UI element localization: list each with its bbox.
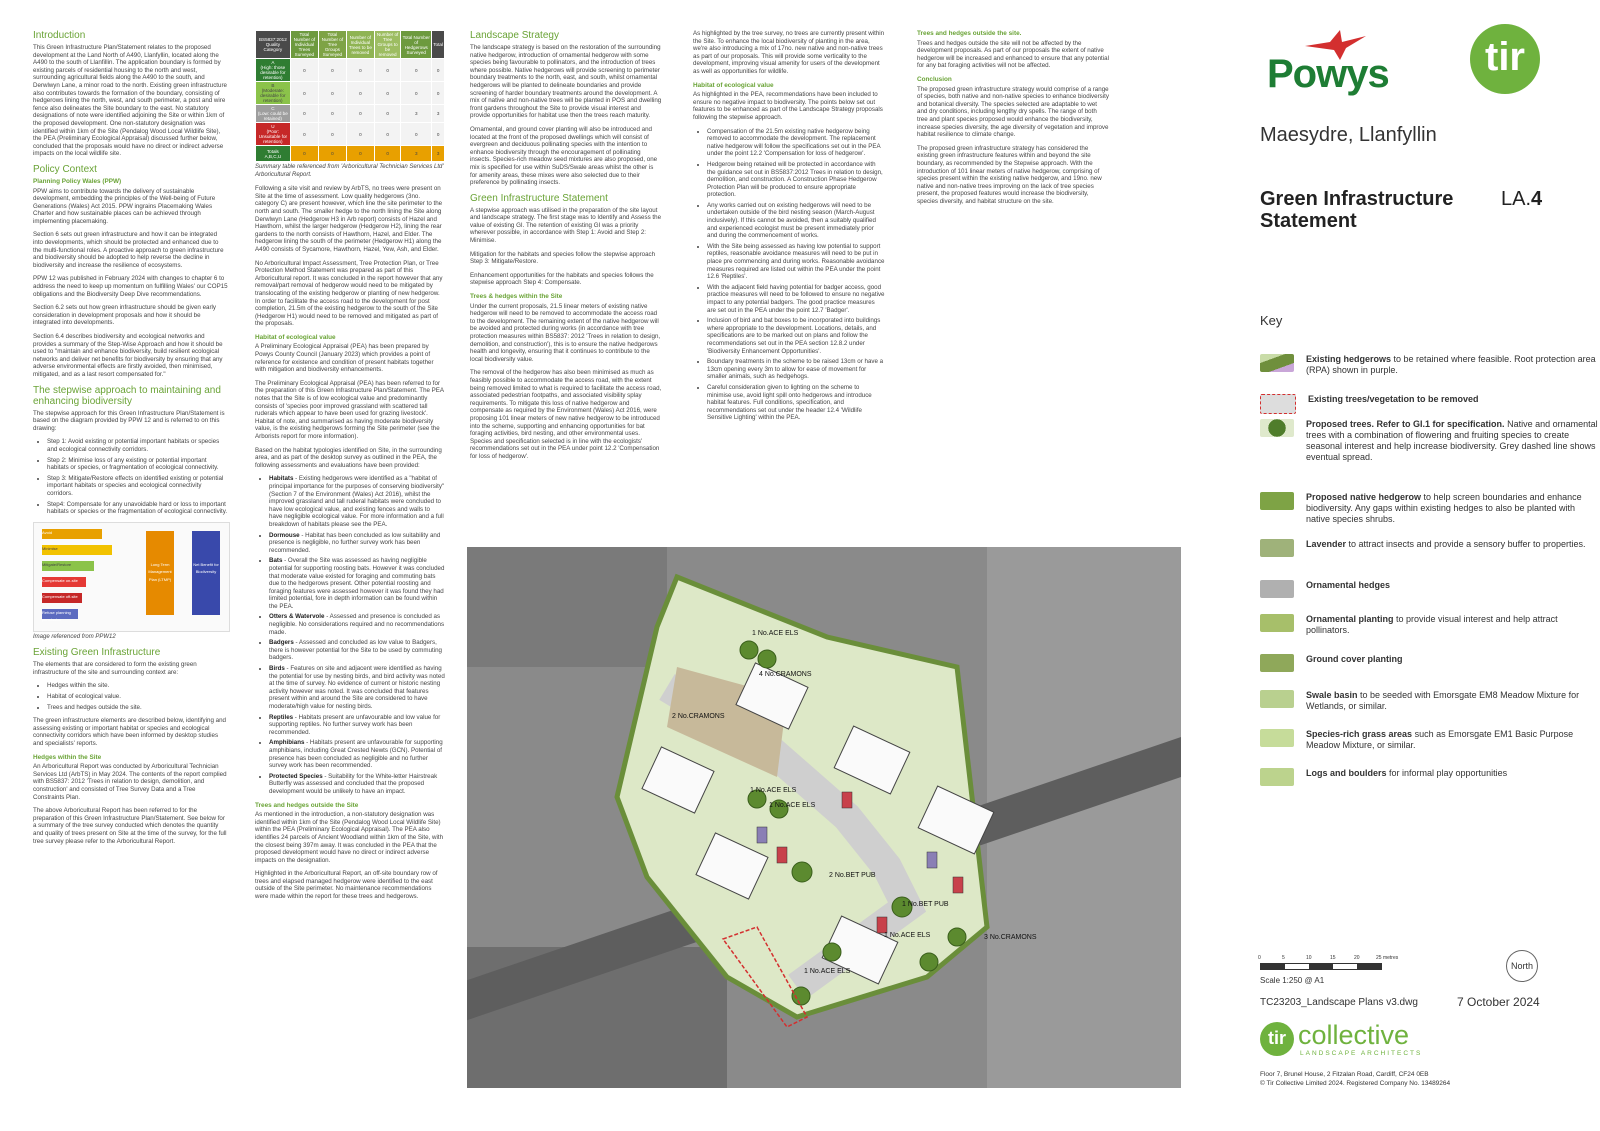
existing-item: • Hedges within the site. [47, 682, 228, 690]
key-heading: Key [1260, 313, 1283, 328]
plan-label: 1 No.ACE ELS [750, 787, 797, 794]
table-header: BS5837:2012 Quality Category [256, 31, 291, 59]
steps-list [33, 438, 228, 515]
ppw-bar-refuse: Refuse planning permission [42, 609, 78, 619]
ppw-bar-compensate-off: Compensate off-site [42, 593, 82, 603]
swatch-ground-cover [1260, 654, 1294, 672]
table-header: Total Number of Hedgerows Surveyed [401, 31, 432, 59]
existing-item: • Trees and hedges outside the site. [47, 704, 228, 712]
enhancement-item: • With the Site being assessed as having low potential to support reptiles, reasonable avoidance measures will need to be put in place pre commencing and during works. Reasonable avoidance measures required are listed out within the PEA under the point 12.6 'Reptiles'. [707, 243, 885, 281]
enhancement-item: • Boundary treatments in the scheme to be raised 13cm or have a 13cm opening every 3m to allow for ease of movement for smaller animals, such as hedgehogs. [707, 358, 885, 381]
plan-label: 2 No.CRAMONS [672, 713, 725, 720]
collective-subtitle: LANDSCAPE ARCHITECTS [1300, 1050, 1423, 1057]
ppw-bar-compensate-on: Compensate on-site [42, 577, 86, 587]
step-item: • Step4: Compensate for any unavoidable hard or loss to important habitats or species or the fragmentation of ecological connectivity. [47, 501, 228, 516]
plan-label: 1 No.ACE ELS [884, 932, 931, 939]
location: Maesydre, Llanfyllin [1260, 124, 1437, 146]
assessment-item: • Bats - Overall the Site was assessed as having negligible potential for supporting roosting bats. However it was concluded that moderate value existed for foraging and commuting bats due to the hedgerows present. Other potential roosting and foraging features were assessed however it was found they had limited potential, fore in depth information can be found within the PEA. [269, 557, 445, 610]
scale-text: Scale 1:250 @ A1 [1260, 976, 1325, 985]
ppw-bar-minimise: Minimise [42, 545, 112, 555]
table-caption: Summary table referenced from 'Arboricultural Technician Services Ltd' Arboricultural Report. [255, 164, 444, 178]
swatch-existing-hedgerows [1260, 354, 1294, 372]
powys-logo: Powys [1267, 52, 1389, 96]
existing-heading: Existing Green Infrastructure [33, 647, 161, 659]
ppw-heading: Planning Policy Wales (PPW) [33, 177, 122, 185]
table-row: U (Poor: Unsuitable for retention) 0 0 0 0 0 0 [256, 123, 445, 146]
drawing-number: LA.4 [1501, 188, 1543, 210]
north-arrow-icon: North [1506, 950, 1538, 982]
key-item: Ground cover planting [1260, 654, 1600, 672]
swatch-native-hedgerow [1260, 492, 1294, 510]
table-row: C (Low: could be retained) 0 0 0 0 3 3 [256, 105, 445, 123]
table-row: Totals A,B,C,U 0 0 0 0 3 3 [256, 146, 445, 162]
plan-label: 1 No.ACE ELS [769, 802, 816, 809]
assessment-item: • Badgers - Assessed and concluded as low value to Badgers, there is however potential for the Site to be used by commuting badgers. [269, 639, 445, 662]
intro-heading: Introduction [33, 30, 86, 41]
enhancement-item: • Any works carried out on existing hedgerows will need to be undertaken outside of the bird nesting season (March-August inclusively). If this cannot be avoided, then a suitably qualified and experienced ecologist must be present immediately prior and during the commencement of works. [707, 202, 885, 240]
table-header: Number of Tree Groups to be removed [374, 31, 400, 59]
ppw-text: PPW aims to contribute towards the delivery of sustainable development, embedding the principles of the Well-being of Future Generations (Wales) Act 2015. PPW ingrains Placemaking Wales Charter and how sustainable places can be achieved through implementing placemaking. [33, 187, 216, 225]
hedges-heading: Hedges within the Site [33, 753, 102, 761]
collective-wordmark: collective [1298, 1020, 1410, 1050]
enhancement-item: • Inclusion of bird and bat boxes to be incorporated into buildings where appropriate to the development. Locations, details, and specifications are to be marked out on plans and follow the recommendations set out in the PEA section 12.8.2 under 'Biodiversity Enhancement Opportunities'. [707, 317, 885, 355]
tir-logo: tir [1470, 24, 1540, 94]
trees-outside-site-heading: Trees and hedges outside the site. [917, 30, 1022, 37]
gis-p3: Enhancement opportunities for the habitats and species follows the stepwise approach Step 4: Compensate. [470, 271, 654, 287]
table-row: B (Moderate: desirable for retention) 0 0 0 0 0 0 [256, 82, 445, 105]
swatch-ornamental-planting [1260, 614, 1294, 632]
swatch-logs-boulders [1260, 768, 1294, 786]
section64-text: Section 6.4 describes biodiversity and ecological networks and provides a summary of the Step-Wise Approach and how it should be used to "maintain and enhance biodiversity, build resilient ecological networks and deliver net benefits for biodiversity by ensuring that any adverse environmental effects are firstly avoided, then minimised, mitigated, and as a last resort compensated for." [33, 333, 223, 378]
assessment-item: • Otters & Watervole - Assessed and presence is concluded as negligible. No considerations required and no recommendations made. [269, 613, 445, 636]
step-item: • Step 3: Mitigate/Restore effects on identified existing or potential important habitats or species and ecological connectivity corridors. [47, 475, 228, 498]
key-item: Existing hedgerows to be retained where feasible. Root protection area (RPA) shown in purple. [1260, 354, 1600, 376]
site-plan-drawing [467, 547, 1181, 1088]
step-item: • Step 2: Minimise loss of any existing or potential important habitats or species, or fragmentation of ecological connectivity. [47, 457, 228, 472]
key-item: Swale basin to be seeded with Emorsgate EM8 Meadow Mixture for Wetlands, or similar. [1260, 690, 1600, 712]
key-item: Lavender to attract insects and provide a sensory buffer to properties. [1260, 539, 1600, 557]
gis-p1: A stepwise approach was utilised in the preparation of the site layout and landscape strategy. The first stage was to Identify and Assess the value of existing GI. The retention of existing GI was a priority wherever possible, in accordance with Step 1: Avoid and Step 2: Minimise. [470, 206, 662, 245]
col2-p4: The Preliminary Ecological Appraisal (PEA) has been referred to for the preparation of this Green Infrastructure Plan/Statement. The PEA notes that the Site is of low ecological value and predominantly consists of 'species poor improved grassland with scattered tall ruderals which appear to have been used for grazing livestock'. Habitat of note, and summarised as having moderate biodiversity value, is the existing hedgerows forming the Site perimeter (see the Arborists report for more information). [255, 379, 444, 440]
step-item: • Step 1: Avoid existing or potential important habitats or species and ecological connectivity corridors. [47, 438, 228, 453]
existing-text-2: The green infrastructure elements are described below, identifying and assessing existing or important habitat or species and ecological connectivity corridors which have been informed by desktop studies and specialists' reports. [33, 717, 226, 748]
th-p2: The removal of the hedgerow has also been minimised as much as feasibly possible to accommodate the access road, with the extent being removed limited to what is required to facilitate the access road, associated pedestrian footpaths, and associated visibility splay requirements. To mitigate this loss of native hedgerow and compensate as required by the Environment (Wales) Act 2016, were proposing 101 linear meters of new native hedgerow to be introduced into the scheme, supporting and enhancing opportunities for bat foraging activities, bird nesting, and other environmental uses. Species and specification selected is in line with the ecologists' recommendations set out in the PEA under point 12.2 'Compensation for loss of hedgerow'. [470, 369, 662, 460]
col2-p6: As mentioned in the introduction, a non-statutory designation was identified within 1km of the Site (Pendalog Wood Local Wildlife Site) within the PEA (Preliminary Ecological Appraisal). The PEA also identifies 24 parcels of Ancient Woodland within 1km of the Site, with the closest being 397m away. It was concluded in the PEA that the proposed development would have no direct or indirect adverse impacts on the designation. [255, 811, 444, 864]
plan-label: 2 No.BET PUB [829, 872, 876, 879]
plan-label: 4 No.CRAMONS [759, 671, 812, 678]
address: Floor 7, Brunel House, 2 Fitzalan Road, Cardiff, CF24 0EB [1260, 1071, 1429, 1078]
assessment-item: • Amphibians - Habitats present are unfavourable for supporting amphibians, including Great Crested Newts (GCN). Potential of presence has been concluded as negligible and no further survey work has been recommended. [269, 739, 445, 769]
table-header: Number of Individual Trees to be removed [346, 31, 374, 59]
ppw-box-ltmp: Long Term Management Plan (LTMP) [146, 531, 174, 615]
section62-text: Section 6.2 sets out how green infrastructure should be given early consideration in development proposals and how it should be integrated into developments. [33, 304, 216, 327]
assessment-item: • Birds - Features on site and adjacent were identified as having the potential for use by nesting birds, and bird activity was noted at the time of survey. No evidence of current or historic nesting activity however was noted. It was concluded that features present within and around the Site are considered to have moderate/high value for nesting birds. [269, 665, 445, 711]
col2-p1: Following a site visit and review by ArbTS, no trees were present on Site at the time of assessment. Low quality hedgerows (3no. category C) are present however, which line the site perimeter to the north and south. The smaller hedge to the north lining the Site along Derwlwyn Lane (Hedgerow H3 in Arb report) consists of Hazel and Hawthorn, whilst the larger hedgerow (Hedgerow H2), lining the rear gardens to the north consists of Hawthorn, Hazel, and Elder. The hedgerow lining the south of the perimeter (Hedgerow H1) along the A490 consists of Sycamore, Hawthorn, Hazel, Yew, Ash, and Elder. [255, 185, 443, 253]
key-item: Ornamental hedges [1260, 580, 1600, 598]
drawing-date: 7 October 2024 [1457, 995, 1540, 1009]
column-3 [470, 30, 662, 467]
assessment-item: • Dormouse - Habitat has been concluded as low suitability and presence is negligible, no further survey work has been recommended. [269, 532, 445, 555]
col2-p5: Based on the habitat typologies identified on Site, in the surrounding area, and as part of the desktop survey as outlined in the PEA, the following assessments and evaluations have been provided: [255, 446, 442, 469]
hedges-text: An Arboricultural Report was conducted by Arboricultural Technician Services Ltd (ArbTS) in May 2024. The contents of the report complied with BS5837: 2012 'Trees in relation to design, demolition, and construction' and consisted of Tree Survey Data and a Tree Constraints Plan. [33, 763, 227, 801]
table-header: Total [432, 31, 445, 59]
collective-logo-mark: tir [1260, 1022, 1294, 1056]
existing-text: The elements that are considered to form the existing green infrastructure of the site and surrounding context are: [33, 661, 197, 676]
key-item: Logs and boulders for informal play opportunities [1260, 768, 1600, 786]
swatch-proposed-trees [1260, 419, 1294, 437]
plan-label: 3 No.CRAMONS [984, 934, 1037, 941]
gis-heading: Green Infrastructure Statement [470, 192, 608, 204]
conclusion-p1: The proposed green infrastructure strategy would comprise of a range of species, both native and non-native species to enhance biodiversity and botanical diversity. The species selected are adaptable to wet and dry conditions, including lengthy dry spells. The range of both tree and plant species proposed would enhance the biodiversity, increase species diversity, the age diversity of vegetation and improve habitat resilience to climate change. [917, 85, 1109, 139]
site-plan [467, 547, 1181, 1088]
plan-label: 1 No.BET PUB [902, 901, 949, 908]
policy-heading: Policy Context [33, 163, 97, 175]
column-5 [917, 30, 1109, 211]
plan-label: 1 No.ACE ELS [804, 968, 851, 975]
ppw-box-net-benefit: Net Benefit for Biodiversity [192, 531, 220, 615]
column-2 [255, 30, 445, 907]
ppw-bar-avoid: Avoid [42, 529, 102, 539]
col2-p2: No Arboricultural Impact Assessment, Tree Protection Plan, or Tree Protection Method Statement was prepared as part of this Arboricultural report. It was concluded in the report however that any removal/part removal of hedgerow would need to be mitigated by translocating of the existing hedgerow or planting of new hedgerow. In order to facilitate the access road to the development for post completion, 21.5m of the existing hedgerow to the south of the Site (Hedgerow H1) would need to be removed and mitigated as part of the proposals. [255, 259, 443, 328]
ppw-caption: Image referenced from PPW12 [33, 633, 116, 640]
key-item: Proposed native hedgerow to help screen boundaries and enhance biodiversity. Any gaps within existing hedges to also be planted with native species shrubs. [1260, 492, 1600, 525]
assessment-item: • Reptiles - Habitats present are unfavourable and low value for supporting reptiles. No further survey work has been recommended. [269, 714, 445, 737]
title-block [1240, 0, 1600, 1131]
col2-p3: A Preliminary Ecological Appraisal (PEA) has been prepared by Powys County Council (January 2023) which provides a point of reference for existence and condition of present habitats together with mitigation and biodiversity enhancements. [255, 343, 434, 374]
plan-label: 1 No.ACE ELS [752, 630, 799, 637]
key-item: Species-rich grass areas such as Emorsgate EM1 Basic Purpose Meadow Mixture, or similar. [1260, 729, 1600, 751]
swatch-swale-basin [1260, 690, 1294, 708]
assessment-list [255, 475, 445, 795]
col4-p2: As highlighted in the PEA, recommendations have been included to ensure no negative impact to biodiversity. The points below set out features to be enhanced as part of the Landscape Strategy proposals following the stepwise approach. [693, 91, 883, 121]
column-4 [693, 30, 885, 428]
table-row: A (High: those desirable for retention) 0 0 0 0 0 0 [256, 59, 445, 82]
swatch-trees-removed [1260, 394, 1296, 414]
col4-p1: As highlighted by the tree survey, no trees are currently present within the Site. To enhance the local biodiversity of planting in the area, we're also introducing a mix of 17no. new native and non-native trees as part of our proposals. This will provide some verticality to the development, improving visual amenity for users of the development as well as opportunities for wildlife. [693, 30, 885, 75]
col5-trees-text: Trees and hedges outside the site will not be affected by the development proposals. As part of our proposals the extent of native hedgerow will be increased and enhanced to ensure that any potential for any bat foraging activities will not be affected. [917, 39, 1109, 70]
habitat-heading: Habitat of ecological value [255, 333, 336, 341]
conclusion-p2: The proposed green infrastructure strategy has considered the existing green infrastructure features within and beyond the site boundary, as recommended by the Stepwise approach. With the introduction of 101 linear meters of native hedgerow, comprising of species present within the existing native hedgerow, and 19no. new native and non-native trees improving on the lack of tree species present, the proposed features would increase the biodiversity, species diversity, and habitat structure on the site. [917, 144, 1102, 205]
intro-text: This Green Infrastructure Plan/Statement relates to the proposed development at the Land North of A490, Llanfyllin, located along the A490 to the south of Llanfillin. The application boundary is formed by existing parcels of residential housing to the north and west, surrounding agricultural fields along the A490 to the south, and Derwlwyn Lane, a minor road to the north. Existing green infrastructure also contributes towards the formation of the boundary, consisting of hedgerows lining the north, west, and south perimeter, a post and wire fence also delineates the Site boundary to the east. No statutory designations of note were identified adjoining the Site or within 1km of the proposed development. One non-statutory designation was identified within 1km of the Site (Pendalog Wood Local Wildlife Site), the PEA (Preliminary Ecological Appraisal) discussed further below, concluded that the proposals would have no direct or indirect adverse impacts on the local wildlife site. [33, 44, 227, 158]
existing-item: • Habitat of ecological value. [47, 693, 228, 701]
landscape-strategy-heading: Landscape Strategy [470, 30, 559, 41]
section6-text: Section 6 sets out green infrastructure and how it can be integrated into developments, which should be protected and enhanced due to the multi-functional roles. A proactive approach to green infrastructure and biodiversity should be adopted to help reverse the decline in biodiversity and increase the resilience of ecosystems. [33, 231, 224, 269]
ppw-stepwise-diagram [33, 522, 230, 632]
col4-habitat-heading: Habitat of ecological value [693, 81, 774, 89]
table-header: Total Number of Tree Groups Surveyed [319, 31, 347, 59]
stepwise-heading: The stepwise approach to maintaining and enhancing biodiversity [33, 384, 221, 407]
table-header: Total Number of Individual Trees Surveyed [290, 31, 318, 59]
column-1 [33, 30, 228, 851]
swatch-species-rich-grass [1260, 729, 1294, 747]
stepwise-text: The stepwise approach for this Green Infrastructure Plan/Statement is based on the diagram provided by PPW 12 and is referred to on this drawing: [33, 409, 225, 432]
ls-p2: Ornamental, and ground cover planting will also be introduced and located at the front of the proposed dwellings which will consist of evergreen and deciduous pollinating species with the intention to enhance biodiversity through the encouragement of pollinating insects. Species-rich meadow seed mixtures are also proposed, one mix is specified for use within SuDS/Swale areas whilst the other is for amenity areas, these mixes were also selected due to their preference by pollinating insects. [470, 125, 658, 187]
trees-outside-heading: Trees and hedges outside the Site [255, 801, 359, 809]
enhancement-item: • Compensation of the 21.5m existing native hedgerow being removed to accommodate the development. The replacement native hedgerow will follow the specifications set out in the PEA under the point 12.2 'Compensation for loss of hedgerow'. [707, 128, 885, 158]
ls-p1: The landscape strategy is based on the restoration of the surrounding native hedgerow, introduction of ornamental hedgerow with some species being favourable to pollinators, and the introduction of trees where possible. Native hedgerows will provide screening to perimeter boundary treatments to the north, east, and south, whilst ornamental hedgerows will be planted to delineate boundaries and provide screening of harder boundary treatments around the development. A mix of native and non-native trees will be planted in POS and dwelling front gardens throughout the Site to provide visual interest and provide opportunities for habitat use then the trees reach maturity. [470, 44, 662, 120]
conclusion-heading: Conclusion [917, 75, 952, 83]
hedges-text-2: The above Arboricultural Report has been referred to for the preparation of this Green Infrastructure Plan/Statement. See below for a summary of the tree survey conducted which denotes the quantity and quality of trees present on Site at the time of the survey, for the full tree survey please refer to the Arboricultural Report. [33, 807, 227, 845]
enhancement-item: • With the adjacent field having potential for badger access, good practice measures will need to be followed to ensure no negative impact to any potential badgers. The good practice measures are set out in the PEA under the point 12.7 'Badger'. [707, 284, 885, 314]
assessment-item: • Habitats - Existing hedgerows were identified as a "habitat of principal importance for the purposes of conserving biodiversity" (Section 7 of the Environment (Wales) Act 2016), whilst the improved grassland and tall ruderal habitats were concluded to have low ecological value, and existing fences and walls to have negligible ecological value. For more information and a full breakdown of habitats please see the PEA. [269, 475, 445, 528]
scale-bar [1260, 963, 1382, 970]
dwg-filename: TC23203_Landscape Plans v3.dwg [1260, 997, 1418, 1008]
th-p1: Under the current proposals, 21.5 linear meters of existing native hedgerow will need to be removed to accommodate the access road to the development. The remaining extent of the native hedgerow will be avoided and protected during works (in accordance with tree protection measures within BS5837: 2012 'Trees in relation to design, demolition, and construction'), this is to ensure the native hedgerows health and longevity, ensuring that it continues to contribute to the local biodiversity value. [470, 302, 661, 363]
enhancement-item: • Hedgerow being retained will be protected in accordance with the guidance set out in BS5837:2012 Trees in relation to design, demolition, and construction. A Construction Phase Hedgerow Protection Plan will be produced to ensure appropriate protection. [707, 161, 885, 199]
enhancement-item: • Careful consideration given to lighting on the scheme to minimise use, avoid light spill onto hedgerows and introduce habitat features. Full conditions, specification, and recommendations set out under the header 12.4 'Wildlife Sensitive Lighting' within the PEA. [707, 384, 885, 422]
ppw-bar-mitigate: Mitigate/Restore [42, 561, 94, 571]
key-item: Ornamental planting to provide visual interest and help attract pollinators. [1260, 614, 1600, 636]
key-item: Existing trees/vegetation to be removed [1260, 394, 1600, 414]
scale-ticks: 0 5 10 15 20 25 metres [1258, 955, 1399, 961]
enhancement-list [693, 128, 885, 422]
col2-p7: Highlighted in the Arboricultural Report, an off-site boundary row of trees and elapsed managed hedgerow were identified to the east outside of the Site perimeter. No maintenance recommendations were made within the report for these trees and hedgerows. [255, 870, 438, 901]
ppw12-text: PPW 12 was published in February 2024 with changes to chapter 6 to address the need to keep up momentum on fulfilling Wales' our COP15 obligations and the Biodiversity Deep Dive recommendations. [33, 275, 228, 298]
drawing-title: Green Infrastructure Statement [1260, 188, 1454, 232]
key-item: Proposed trees. Refer to GI.1 for specification. Native and ornamental trees with a combination of flowering and fruiting species to create seasonal interest and help increase biodiversity. Grey dashed line shows eventual spread. [1260, 419, 1600, 463]
tree-summary-table [255, 30, 445, 162]
assessment-item: • Protected Species - Suitability for the White-letter Hairstreak Butterfly was assessed and concluded that the proposed development would be unlikely to have an impact. [269, 773, 445, 796]
swatch-lavender [1260, 539, 1294, 557]
trees-within-heading: Trees & hedges within the Site [470, 293, 563, 301]
swatch-ornamental-hedges [1260, 580, 1294, 598]
gis-p2: Mitigation for the habitats and species follow the stepwise approach Step 3: Mitigate/Restore. [470, 250, 656, 266]
copyright: © Tir Collective Limited 2024. Registered Company No. 13489264 [1260, 1080, 1451, 1087]
existing-list [33, 682, 228, 711]
